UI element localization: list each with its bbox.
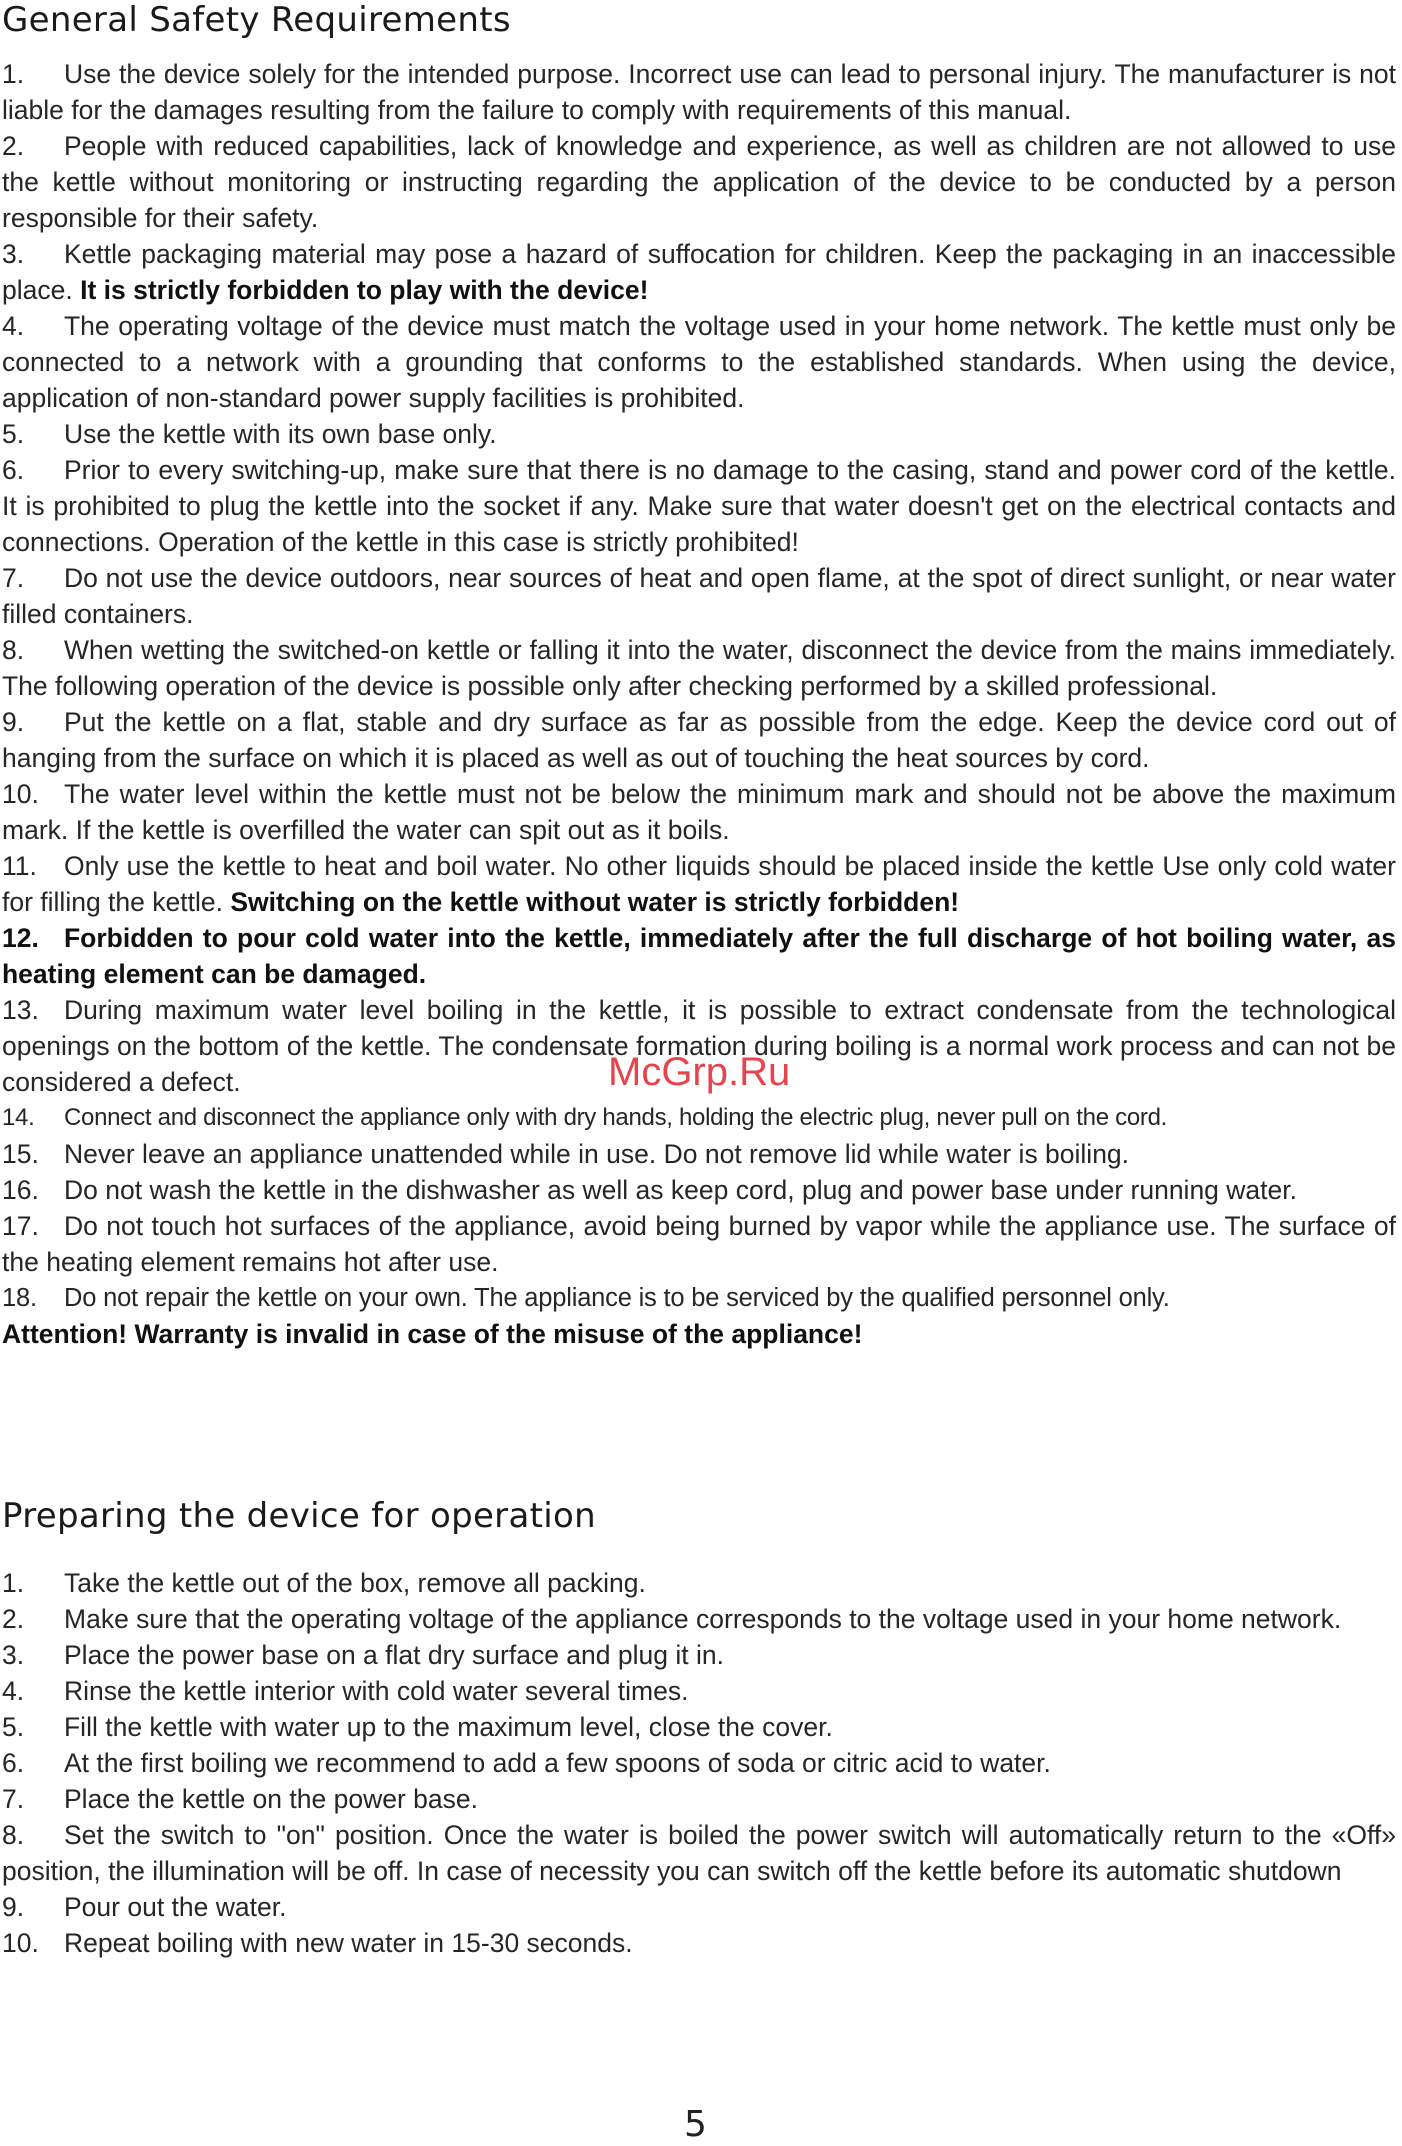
list-item (2, 308, 1396, 416)
item-number: 4. (2, 1676, 25, 1706)
item-text: Rinse the kettle interior with cold water several times. (64, 1676, 689, 1706)
item-text: Pour out the water. (64, 1892, 287, 1922)
list-item (2, 416, 1396, 452)
item-number: 17. (2, 1211, 39, 1241)
item-text: The operating voltage of the device must match the voltage used in your home network. The kettle must only be connected to a network with a grounding that conforms to the established standards. When using the device, application of non-standard power supply facilities is prohibited. (2, 311, 1396, 413)
list-item (2, 1208, 1396, 1280)
section-title-safety: General Safety Requirements (2, 0, 511, 40)
item-text: Do not use the device outdoors, near sources of heat and open flame, at the spot of direct sunlight, or near water filled containers. (2, 563, 1396, 629)
item-text: Fill the kettle with water up to the maximum level, close the cover. (64, 1712, 833, 1742)
item-number: 18. (2, 1284, 37, 1312)
item-number: 13. (2, 995, 39, 1025)
item-text: Kettle packaging material may pose a hazard of suffocation for children. Keep the packaging in an inaccessible place. (2, 239, 1396, 305)
list-item (2, 920, 1396, 992)
item-number: 3. (2, 239, 25, 269)
preparation-list (2, 1565, 1396, 1961)
item-text: Put the kettle on a flat, stable and dry surface as far as possible from the edge. Keep the device cord out of hanging from the surface on which it is placed as well as out of touching the heat sources by cord. (2, 707, 1396, 773)
list-item (2, 1136, 1396, 1172)
item-number: 1. (2, 59, 25, 89)
item-number: 7. (2, 1784, 25, 1814)
item-number: 12. (2, 923, 39, 953)
item-number: 10. (2, 1928, 39, 1958)
list-item (2, 1889, 1396, 1925)
item-text: Only use the kettle to heat and boil water. No other liquids should be placed inside the kettle Use only cold water for filling the kettle. (2, 851, 1396, 917)
item-text: Set the switch to "on" position. Once the water is boiled the power switch will automatically return to the «Off» position, the illumination will be off. In case of necessity you can switch off the kettle before its automatic shutdown (2, 1820, 1396, 1886)
list-item (2, 1781, 1396, 1817)
item-number: 10. (2, 779, 39, 809)
item-number: 7. (2, 563, 25, 593)
page-number: 5 (684, 2104, 707, 2145)
item-number: 4. (2, 311, 25, 341)
item-text: Place the power base on a flat dry surface and plug it in. (64, 1640, 724, 1670)
list-item (2, 1601, 1396, 1637)
item-number: 15. (2, 1139, 39, 1169)
list-item (2, 1565, 1396, 1601)
item-number: 9. (2, 707, 25, 737)
list-item (2, 1817, 1396, 1889)
list-item (2, 1745, 1396, 1781)
list-item (2, 236, 1396, 308)
item-number: 8. (2, 635, 25, 665)
item-bold-text: It is strictly forbidden to play with the device! (80, 275, 649, 305)
item-text: People with reduced capabilities, lack of knowledge and experience, as well as children are not allowed to use the kettle without monitoring or instructing regarding the application of the device to be conducted by a person responsible for their safety. (2, 131, 1396, 233)
list-item (2, 1172, 1396, 1208)
item-text: The water level within the kettle must not be below the minimum mark and should not be above the maximum mark. If the kettle is overfilled the water can spit out as it boils. (2, 779, 1396, 845)
list-item (2, 1925, 1396, 1961)
item-text: During maximum water level boiling in the kettle, it is possible to extract condensate from the technological openings on the bottom of the kettle. The condensate formation during boiling is a normal work process and can not be considered a defect. (2, 995, 1396, 1097)
list-item (2, 452, 1396, 560)
list-item (2, 1100, 1396, 1136)
watermark: McGrp.Ru (608, 1050, 791, 1094)
item-text: At the first boiling we recommend to add a few spoons of soda or citric acid to water. (64, 1748, 1051, 1778)
item-number: 5. (2, 1712, 25, 1742)
item-bold-text: Forbidden to pour cold water into the kettle, immediately after the full discharge of hot boiling water, as heating element can be damaged. (2, 923, 1396, 989)
list-item (2, 1637, 1396, 1673)
list-item (2, 1280, 1396, 1316)
item-number: 9. (2, 1892, 25, 1922)
item-number: 2. (2, 131, 25, 161)
item-number: 6. (2, 1748, 25, 1778)
safety-list (2, 56, 1396, 1352)
item-text: Prior to every switching-up, make sure that there is no damage to the casing, stand and power cord of the kettle. It is prohibited to plug the kettle into the socket if any. Make sure that water doesn't get on the electrical contacts and connections. Operation of the kettle in this case is strictly prohibited! (2, 455, 1396, 557)
item-number: 3. (2, 1640, 25, 1670)
list-item (2, 848, 1396, 920)
item-number: 1. (2, 1568, 25, 1598)
item-text: Do not touch hot surfaces of the appliance, avoid being burned by vapor while the appliance use. The surface of the heating element remains hot after use. (2, 1211, 1396, 1277)
list-item (2, 1673, 1396, 1709)
item-text: Take the kettle out of the box, remove all packing. (64, 1568, 646, 1598)
item-text: Repeat boiling with new water in 15-30 seconds. (64, 1928, 633, 1958)
item-number: 16. (2, 1175, 39, 1205)
item-number: 5. (2, 419, 25, 449)
list-item (2, 560, 1396, 632)
item-text: Make sure that the operating voltage of the appliance corresponds to the voltage used in your home network. (64, 1604, 1342, 1634)
item-text: Do not repair the kettle on your own. The appliance is to be serviced by the qualified personnel only. (64, 1284, 1170, 1312)
list-item (2, 1709, 1396, 1745)
item-text: Do not wash the kettle in the dishwasher as well as keep cord, plug and power base under running water. (64, 1175, 1297, 1205)
warranty-attention: Attention! Warranty is invalid in case of the misuse of the appliance! (2, 1319, 863, 1349)
item-text: Connect and disconnect the appliance only with dry hands, holding the electric plug, never pull on the cord. (64, 1104, 1167, 1131)
item-number: 6. (2, 455, 25, 485)
item-text: Use the device solely for the intended purpose. Incorrect use can lead to personal injury. The manufacturer is not liable for the damages resulting from the failure to comply with requirements of this manual. (2, 59, 1396, 125)
item-text: Never leave an appliance unattended while in use. Do not remove lid while water is boiling. (64, 1139, 1130, 1169)
item-text: Use the kettle with its own base only. (64, 419, 497, 449)
item-number: 11. (2, 851, 37, 881)
item-text: When wetting the switched-on kettle or falling it into the water, disconnect the device from the mains immediately. The following operation of the device is possible only after checking performed by a skilled professional. (2, 635, 1396, 701)
list-item (2, 776, 1396, 848)
list-item (2, 56, 1396, 128)
item-text: Place the kettle on the power base. (64, 1784, 478, 1814)
item-number: 8. (2, 1820, 25, 1850)
list-item (2, 632, 1396, 704)
list-item (2, 128, 1396, 236)
item-number: 2. (2, 1604, 25, 1634)
item-number: 14. (2, 1104, 35, 1131)
list-item (2, 704, 1396, 776)
item-bold-text: Switching on the kettle without water is strictly forbidden! (230, 887, 960, 917)
section-title-preparing: Preparing the device for operation (2, 1496, 596, 1536)
